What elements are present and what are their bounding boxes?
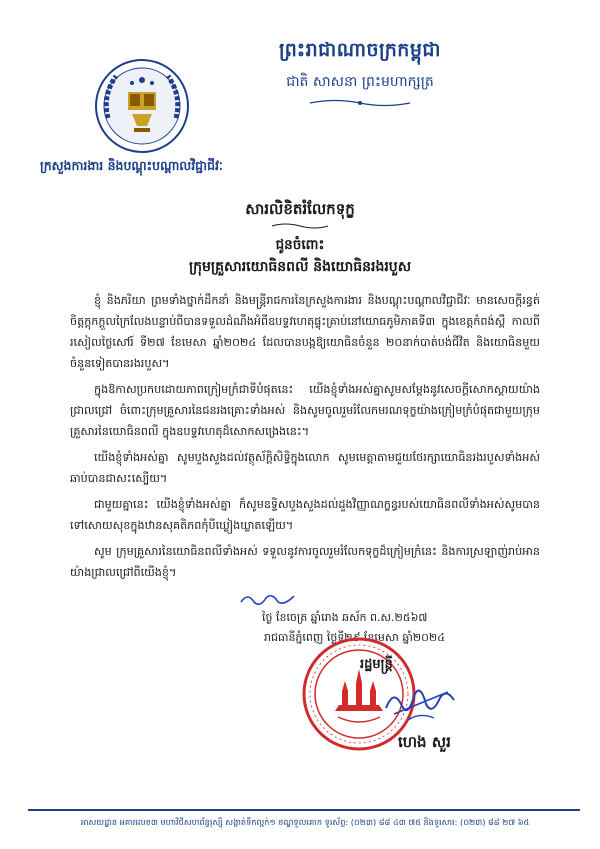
header-ornament [305, 98, 415, 108]
ministry-name: ក្រសួងការងារ និងបណ្តុះបណ្តាលវិជ្ជាជីវៈ [40, 158, 223, 173]
kingdom-name: ព្រះរាជាណាចក្រកម្ពុជា [279, 39, 441, 61]
signer-name: ហេង សួរ [398, 733, 451, 751]
minister-title: រដ្ឋមន្ត្រី [360, 657, 393, 672]
letter-title: សារលិខិតរំលែកទុក្ខ [245, 200, 355, 218]
footer-divider [28, 809, 580, 811]
body-paragraph: យើងខ្ញុំទាំងអស់គ្នា សូមបួងសួងដល់វត្ថុស័ក្តិសិទ្ធិក្នុងលោក សូមមេត្តាតាមជួយថែរក្សាយោធិនរងរបួសទាំងអស់ឆាប់បានជាសះស្បើយ។ [70, 451, 540, 485]
footer-address: អាសយដ្ឋាន អគារលេខ៣ មហាវិថីសហព័ន្ធរុស្ស៊ី សង្កាត់ទឹកល្អក់១ ខណ្ឌទួលគោក ទូរស័ព្ទ: (០២៣) ៨៨ ៤៣ ៧៥ និងទូរសារ: (០២៣) ៨៨ ២៧ ៦៥ [80, 817, 530, 827]
body-paragraph: សូម ក្រុមគ្រួសារនៃយោធិនពលីទាំងអស់ ទទួលនូវការចូលរួមរំលែកទុក្ខដ៏ក្រៀមក្រំនេះ និងការស្រឡាញ់រាប់អានយ៉ាងជ្រាលជ្រៅពីយើងខ្ញុំ។ [70, 545, 540, 579]
body-paragraph: ជាមួយគ្នានេះ យើងខ្ញុំទាំងអស់គ្នា ក៏សូមឧទ្ទិសបួងសួងដល់ដួងវិញ្ញាណក្ខន្ធរបស់យោធិនពលីទាំងអស់សូមបានទៅសោយសុខក្នុងឋានសុគតិភពកុំបីឃ្លៀងឃ្លាតឡើយ។ [70, 498, 540, 532]
body-paragraph: ក្នុងឱកាសប្រកបដោយភាពក្រៀមក្រំជាទីបំផុតនេះ យើងខ្ញុំទាំងអស់គ្នាសូមសម្តែងនូវសេចក្តីសោកស្តាយយ៉ាងជ្រាលជ្រៅ ចំពោះក្រុមគ្រួសារនៃជនរងគ្រោះទាំងអស់ និងសូមចូលរួមរំលែកមរណទុក្ខយ៉ាងក្រៀមក្រំបំផុតជាមួយក្រុមគ្រួសារនៃយោធិនពលី ក្នុងឧបទ្ទវហេតុដ៏សោកសង្រេងនេះ។ [70, 383, 540, 438]
title-ornament [270, 222, 330, 230]
solar-date: រាជធានីភ្នំពេញ ថ្ងៃទី២៩ ខែមេសា ឆ្នាំ២០២៤ [264, 631, 446, 644]
kingdom-motto: ជាតិ សាសនា ព្រះមហាក្សត្រ [286, 74, 434, 90]
recipient-label: ជូនចំពោះ [275, 237, 325, 253]
ministry-logo [92, 56, 192, 156]
letter-body [70, 290, 540, 588]
handwritten-signature [380, 678, 460, 728]
body-paragraph: ខ្ញុំ និងភរិយា ព្រមទាំងថ្នាក់ដឹកនាំ និងមន្ត្រីរាជការនៃក្រសួងការងារ និងបណ្តុះបណ្តាលវិជ្ជាជីវៈ មានសេចក្តីរន្ធត់ចិត្តក្តុកក្តួលក្រៃលែងបន្ទាប់ពីបានទទួលដំណឹងអំពីឧបទ្ទវហេតុផ្ទុះគ្រាប់នៅយោធភូមិភាគទី៣ ក្នុងខេត្តកំពង់ស្ពឺ កាលពីរសៀលថ្ងៃសៅរ៍ ទី២៧ ខែមេសា ឆ្នាំ២០២៤ ដែលបានបង្កឱ្យយោធិនចំនួន ២០នាក់បាត់បង់ជីវិត និងយោធិនមួយចំនួនទៀតបានរងរបួស។ [70, 294, 540, 370]
kingdom-header [190, 38, 530, 112]
lunar-date: ថ្ងៃ ខែចេត្រ ឆ្នាំរោង ឆស័ក ព.ស.២៥៦៧ [262, 611, 428, 624]
recipient-name: ក្រុមគ្រួសារយោធិនពលី និងយោធិនរងរបួស [188, 259, 412, 275]
handwritten-initials [238, 590, 298, 608]
